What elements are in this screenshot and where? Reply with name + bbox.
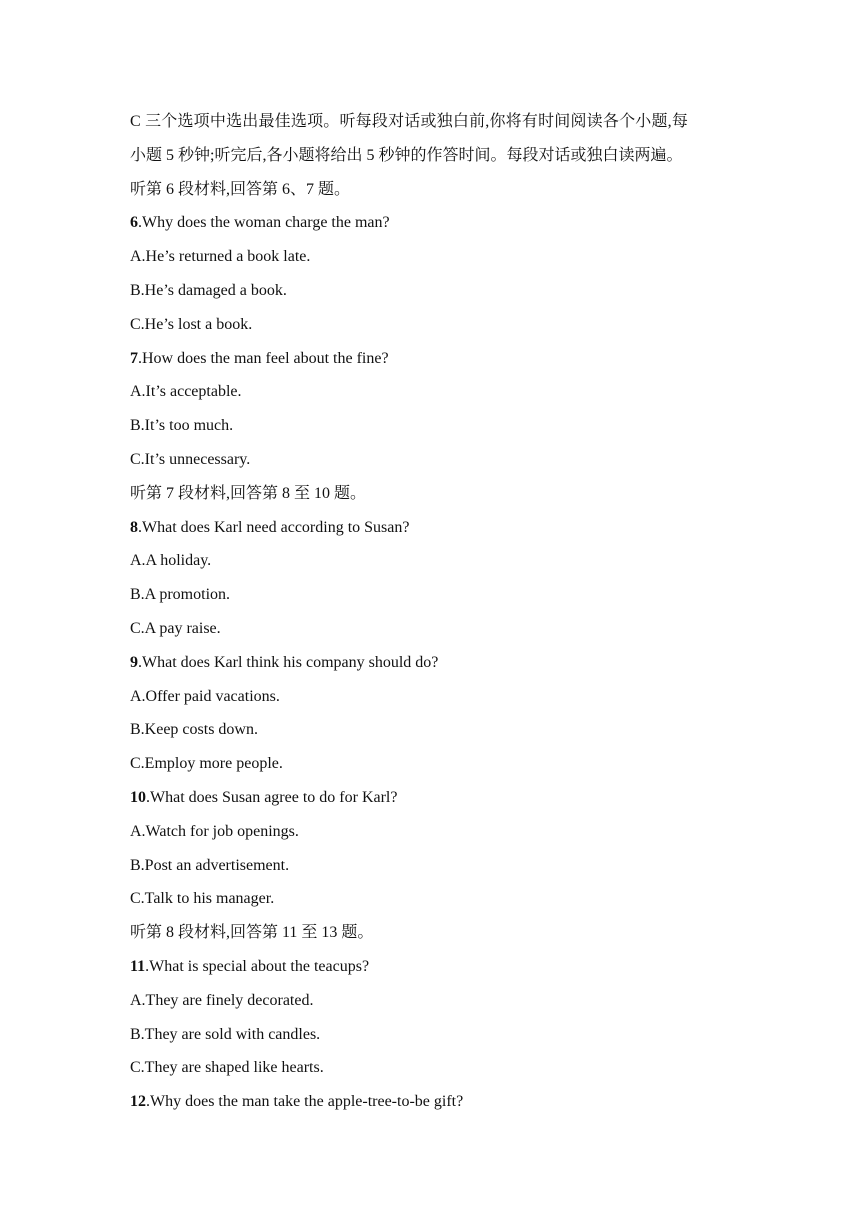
question-text: .Why does the woman charge the man? (138, 214, 390, 232)
question-number: 7 (130, 349, 138, 367)
answer-option: B.It’s too much. (130, 417, 234, 435)
answer-option: C.They are shaped like hearts. (130, 1059, 324, 1077)
answer-option: A.A holiday. (130, 552, 212, 570)
question-text: .How does the man feel about the fine? (138, 349, 389, 367)
answer-option: A.Offer paid vacations. (130, 687, 280, 705)
answer-option: B.They are sold with candles. (130, 1025, 321, 1043)
question-number: 11 (130, 957, 146, 975)
answer-option: B.Post an advertisement. (130, 856, 290, 874)
answer-option: B.He’s damaged a book. (130, 281, 287, 299)
section-heading: 听第 7 段材料,回答第 8 至 10 题。 (130, 484, 367, 502)
question (130, 342, 740, 376)
instruction-line: 小题 5 秒钟;听完后,各小题将给出 5 秒钟的作答时间。每段对话或独白读两遍。 (130, 146, 683, 164)
question-text: .What does Karl think his company should do? (138, 653, 439, 671)
answer-option: A.It’s acceptable. (130, 383, 242, 401)
answer-option: A.He’s returned a book late. (130, 248, 311, 266)
question-text: .What does Susan agree to do for Karl? (146, 788, 398, 806)
question-number: 10 (130, 788, 146, 806)
question (130, 646, 740, 680)
answer-option: C.He’s lost a book. (130, 315, 253, 333)
question-text: .What does Karl need according to Susan? (138, 518, 410, 536)
question-text: .Why does the man take the apple-tree-to-be gift? (146, 1093, 464, 1111)
question-number: 8 (130, 518, 138, 536)
answer-option: C.Employ more people. (130, 755, 283, 773)
question-number: 6 (130, 214, 138, 232)
answer-option: B.A promotion. (130, 586, 231, 604)
answer-option: B.Keep costs down. (130, 721, 258, 739)
answer-option: A.They are finely decorated. (130, 991, 314, 1009)
question (130, 1085, 740, 1119)
question-number: 12 (130, 1093, 146, 1111)
question-text: .What is special about the teacups? (145, 957, 370, 975)
answer-option: A.Watch for job openings. (130, 822, 299, 840)
answer-option: C.Talk to his manager. (130, 890, 275, 908)
question-number: 9 (130, 653, 138, 671)
instruction-line: C 三个选项中选出最佳选项。听每段对话或独白前,你将有时间阅读各个小题,每 (130, 113, 689, 130)
page-content (130, 105, 740, 1119)
section-heading: 听第 8 段材料,回答第 11 至 13 题。 (130, 924, 374, 942)
answer-option: C.A pay raise. (130, 619, 221, 637)
answer-option: C.It’s unnecessary. (130, 450, 251, 468)
question (130, 781, 740, 815)
question (130, 950, 740, 984)
question (130, 511, 740, 545)
question (130, 206, 740, 240)
section-heading: 听第 6 段材料,回答第 6、7 题。 (130, 180, 351, 198)
